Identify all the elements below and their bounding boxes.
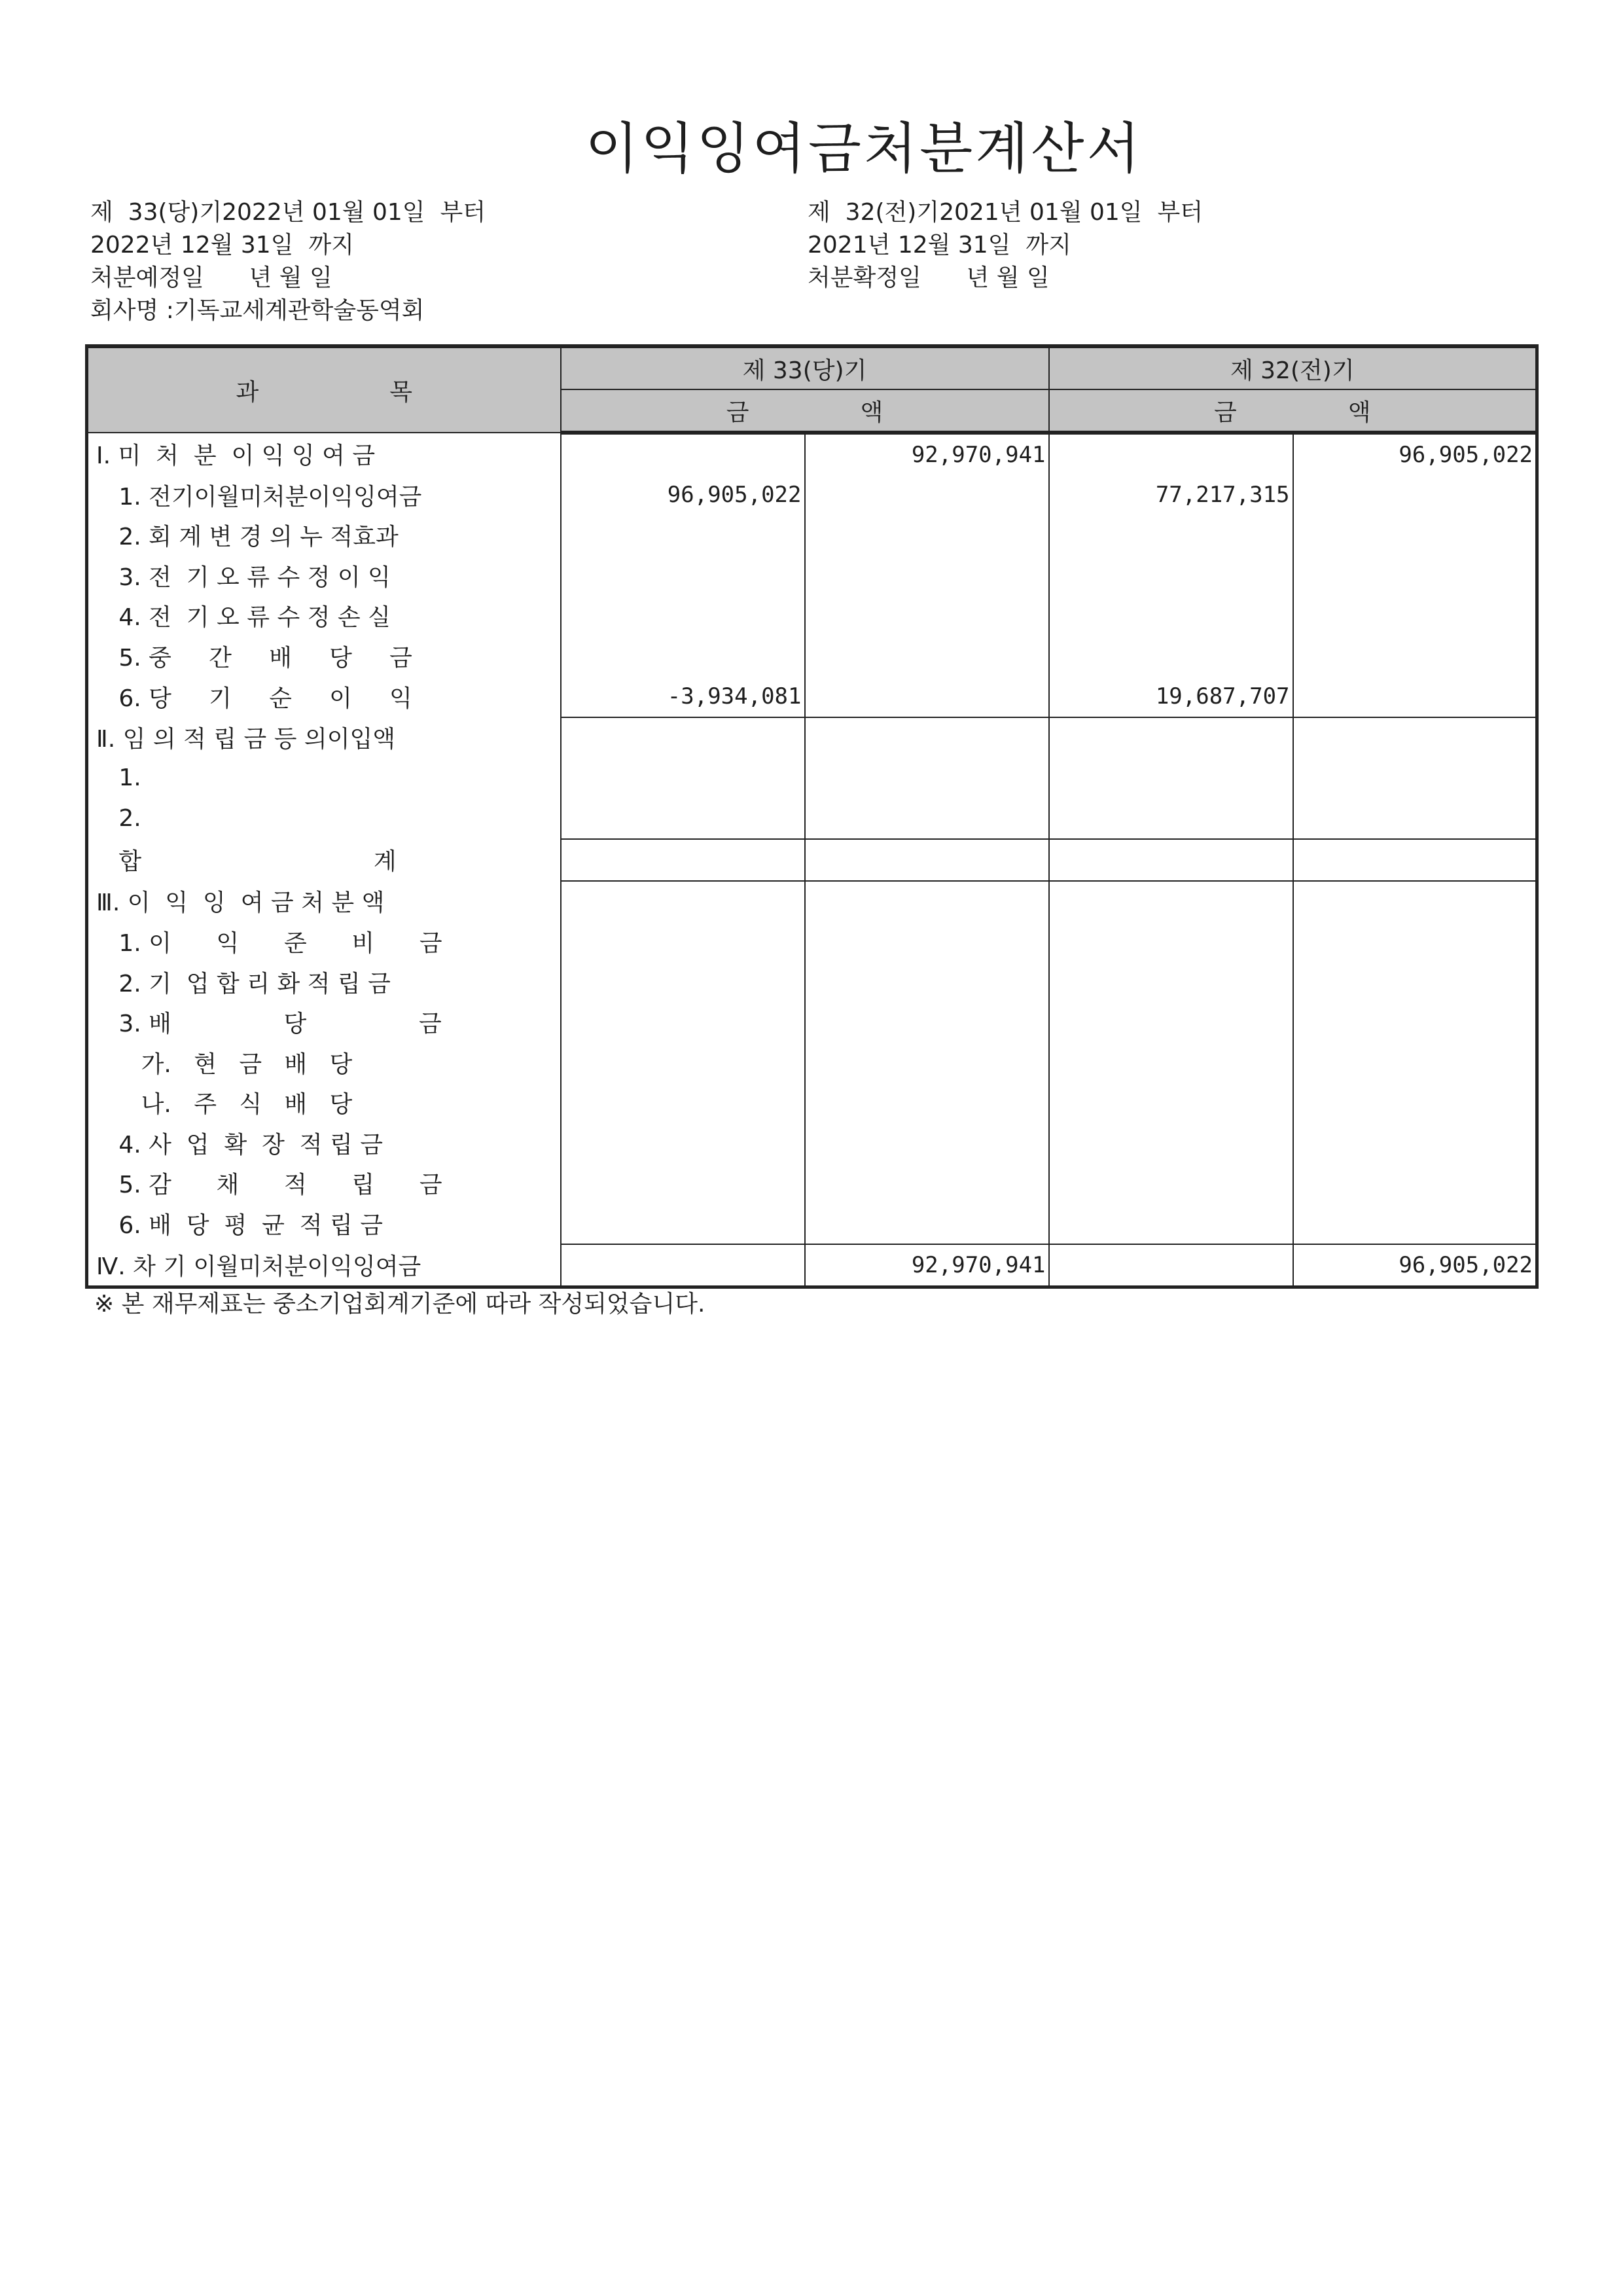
prior-total-amount xyxy=(1293,798,1537,840)
prior-detail-amount xyxy=(1049,881,1293,922)
prior-detail-amount xyxy=(1049,717,1293,759)
table-row xyxy=(87,1083,1537,1123)
prior-detail-amount xyxy=(1049,839,1293,881)
prior-detail-amount xyxy=(1049,515,1293,556)
current-detail-amount xyxy=(561,922,805,962)
current-period-start: 제 33(당)기2022년 01월 01일 부터 xyxy=(90,199,486,226)
prior-total-amount xyxy=(1293,962,1537,1003)
current-total-amount: 92,970,941 xyxy=(805,433,1049,475)
table-row xyxy=(87,922,1537,962)
prior-detail-amount xyxy=(1049,1043,1293,1083)
current-total-amount xyxy=(805,962,1049,1003)
table-row xyxy=(87,881,1537,922)
current-total-amount xyxy=(805,922,1049,962)
prior-total-amount xyxy=(1293,717,1537,759)
current-total-amount xyxy=(805,636,1049,677)
table-row xyxy=(87,433,1537,475)
table-row xyxy=(87,676,1537,717)
prior-detail-amount xyxy=(1049,1244,1293,1287)
row-label: 6. 당 기 순 이 익 xyxy=(87,676,561,717)
current-detail-amount xyxy=(561,1043,805,1083)
current-detail-amount xyxy=(561,1002,805,1043)
current-detail-amount xyxy=(561,1083,805,1123)
current-detail-amount xyxy=(561,1163,805,1204)
row-label: 5. 중 간 배 당 금 xyxy=(87,636,561,677)
row-label: Ⅰ. 미 처 분 이 익 잉 여 금 xyxy=(87,433,561,475)
table-row xyxy=(87,962,1537,1003)
prior-period-info xyxy=(808,196,1203,295)
prior-detail-amount xyxy=(1049,1083,1293,1123)
row-label: Ⅲ. 이 익 잉 여 금 처 분 액 xyxy=(87,881,561,922)
row-label: 합 계 xyxy=(87,839,561,881)
row-label: 3. 전 기 오 류 수 정 이 익 xyxy=(87,556,561,596)
company-name: 회사명 :기독교세계관학술동역회 xyxy=(90,297,425,324)
current-detail-amount xyxy=(561,717,805,759)
current-detail-amount xyxy=(561,1244,805,1287)
prior-total-amount xyxy=(1293,881,1537,922)
document-title: 이익잉여금처분계산서 xyxy=(585,117,1143,181)
disposal-confirmed-date: 처분확정일 년 월 일 xyxy=(808,264,1050,291)
current-total-amount xyxy=(805,515,1049,556)
prior-detail-amount: 77,217,315 xyxy=(1049,475,1293,516)
prior-total-amount: 96,905,022 xyxy=(1293,1244,1537,1287)
table-row xyxy=(87,1002,1537,1043)
row-label: 가. 현 금 배 당 xyxy=(87,1043,561,1083)
table-row xyxy=(87,636,1537,677)
table-row xyxy=(87,1163,1537,1204)
prior-total-amount xyxy=(1293,922,1537,962)
current-total-amount xyxy=(805,1002,1049,1043)
disposal-scheduled-date: 처분예정일 년 월 일 xyxy=(90,264,332,291)
prior-detail-amount xyxy=(1049,962,1293,1003)
current-detail-amount xyxy=(561,798,805,840)
table-row xyxy=(87,758,1537,798)
prior-total-amount xyxy=(1293,1204,1537,1245)
prior-total-amount xyxy=(1293,636,1537,677)
current-detail-amount xyxy=(561,596,805,636)
prior-detail-amount xyxy=(1049,636,1293,677)
subject-header: 과 목 xyxy=(87,346,561,433)
table-row xyxy=(87,515,1537,556)
table-row xyxy=(87,798,1537,840)
current-total-amount xyxy=(805,676,1049,717)
current-detail-amount xyxy=(561,962,805,1003)
table-row xyxy=(87,1043,1537,1083)
retained-earnings-table xyxy=(85,344,1539,1289)
prior-total-amount xyxy=(1293,1002,1537,1043)
current-amount-header: 금 액 xyxy=(561,389,1049,433)
row-label: 2. 회 계 변 경 의 누 적효과 xyxy=(87,515,561,556)
current-total-amount xyxy=(805,556,1049,596)
prior-total-amount xyxy=(1293,1163,1537,1204)
prior-detail-amount xyxy=(1049,1163,1293,1204)
prior-detail-amount xyxy=(1049,1002,1293,1043)
table-row xyxy=(87,556,1537,596)
prior-period-start: 제 32(전)기2021년 01월 01일 부터 xyxy=(808,199,1204,226)
current-detail-amount xyxy=(561,1123,805,1164)
prior-detail-amount xyxy=(1049,1123,1293,1164)
prior-total-amount xyxy=(1293,1123,1537,1164)
current-detail-amount xyxy=(561,556,805,596)
row-label: 6. 배 당 평 균 적 립 금 xyxy=(87,1204,561,1245)
current-total-amount xyxy=(805,1163,1049,1204)
prior-detail-amount xyxy=(1049,798,1293,840)
current-period-header: 제 33(당)기 xyxy=(561,346,1049,389)
row-label: 1. 전기이월미처분이익잉여금 xyxy=(87,475,561,516)
row-label: Ⅱ. 임 의 적 립 금 등 의이입액 xyxy=(87,717,561,759)
current-period-info xyxy=(90,196,486,327)
table-row xyxy=(87,717,1537,759)
current-detail-amount xyxy=(561,881,805,922)
prior-amount-header: 금 액 xyxy=(1049,389,1537,433)
prior-total-amount xyxy=(1293,839,1537,881)
row-label: 4. 사 업 확 장 적 립 금 xyxy=(87,1123,561,1164)
current-total-amount: 92,970,941 xyxy=(805,1244,1049,1287)
current-detail-amount xyxy=(561,839,805,881)
current-detail-amount xyxy=(561,433,805,475)
table-row xyxy=(87,1123,1537,1164)
row-label: 5. 감 채 적 립 금 xyxy=(87,1163,561,1204)
current-total-amount xyxy=(805,758,1049,798)
prior-detail-amount xyxy=(1049,1204,1293,1245)
current-total-amount xyxy=(805,839,1049,881)
prior-detail-amount xyxy=(1049,758,1293,798)
prior-detail-amount xyxy=(1049,433,1293,475)
prior-detail-amount: 19,687,707 xyxy=(1049,676,1293,717)
current-total-amount xyxy=(805,798,1049,840)
prior-total-amount xyxy=(1293,596,1537,636)
current-total-amount xyxy=(805,475,1049,516)
current-detail-amount: 96,905,022 xyxy=(561,475,805,516)
current-detail-amount xyxy=(561,515,805,556)
table-row xyxy=(87,839,1537,881)
row-label: 나. 주 식 배 당 xyxy=(87,1083,561,1123)
row-label: 1. xyxy=(87,758,561,798)
footnote: ※ 본 재무제표는 중소기업회계기준에 따라 작성되었습니다. xyxy=(94,1291,705,1318)
row-label: 1. 이 익 준 비 금 xyxy=(87,922,561,962)
prior-total-amount xyxy=(1293,758,1537,798)
prior-total-amount xyxy=(1293,1043,1537,1083)
table-row xyxy=(87,1244,1537,1287)
prior-total-amount xyxy=(1293,676,1537,717)
row-label: 3. 배 당 금 xyxy=(87,1002,561,1043)
prior-detail-amount xyxy=(1049,556,1293,596)
current-total-amount xyxy=(805,1083,1049,1123)
current-total-amount xyxy=(805,596,1049,636)
current-total-amount xyxy=(805,1204,1049,1245)
row-label: Ⅳ. 차 기 이월미처분이익잉여금 xyxy=(87,1244,561,1287)
prior-total-amount xyxy=(1293,475,1537,516)
row-label: 2. 기 업 합 리 화 적 립 금 xyxy=(87,962,561,1003)
table-row xyxy=(87,475,1537,516)
current-total-amount xyxy=(805,1123,1049,1164)
current-period-end: 2022년 12월 31일 까지 xyxy=(90,232,354,259)
current-detail-amount: -3,934,081 xyxy=(561,676,805,717)
current-total-amount xyxy=(805,881,1049,922)
prior-total-amount: 96,905,022 xyxy=(1293,433,1537,475)
prior-total-amount xyxy=(1293,556,1537,596)
prior-detail-amount xyxy=(1049,596,1293,636)
prior-total-amount xyxy=(1293,515,1537,556)
current-detail-amount xyxy=(561,1204,805,1245)
current-total-amount xyxy=(805,1043,1049,1083)
current-total-amount xyxy=(805,717,1049,759)
table-row xyxy=(87,596,1537,636)
table-row xyxy=(87,1204,1537,1245)
prior-period-header: 제 32(전)기 xyxy=(1049,346,1537,389)
prior-total-amount xyxy=(1293,1083,1537,1123)
row-label: 4. 전 기 오 류 수 정 손 실 xyxy=(87,596,561,636)
row-label: 2. xyxy=(87,798,561,840)
current-detail-amount xyxy=(561,758,805,798)
current-detail-amount xyxy=(561,636,805,677)
prior-period-end: 2021년 12월 31일 까지 xyxy=(808,232,1071,259)
prior-detail-amount xyxy=(1049,922,1293,962)
